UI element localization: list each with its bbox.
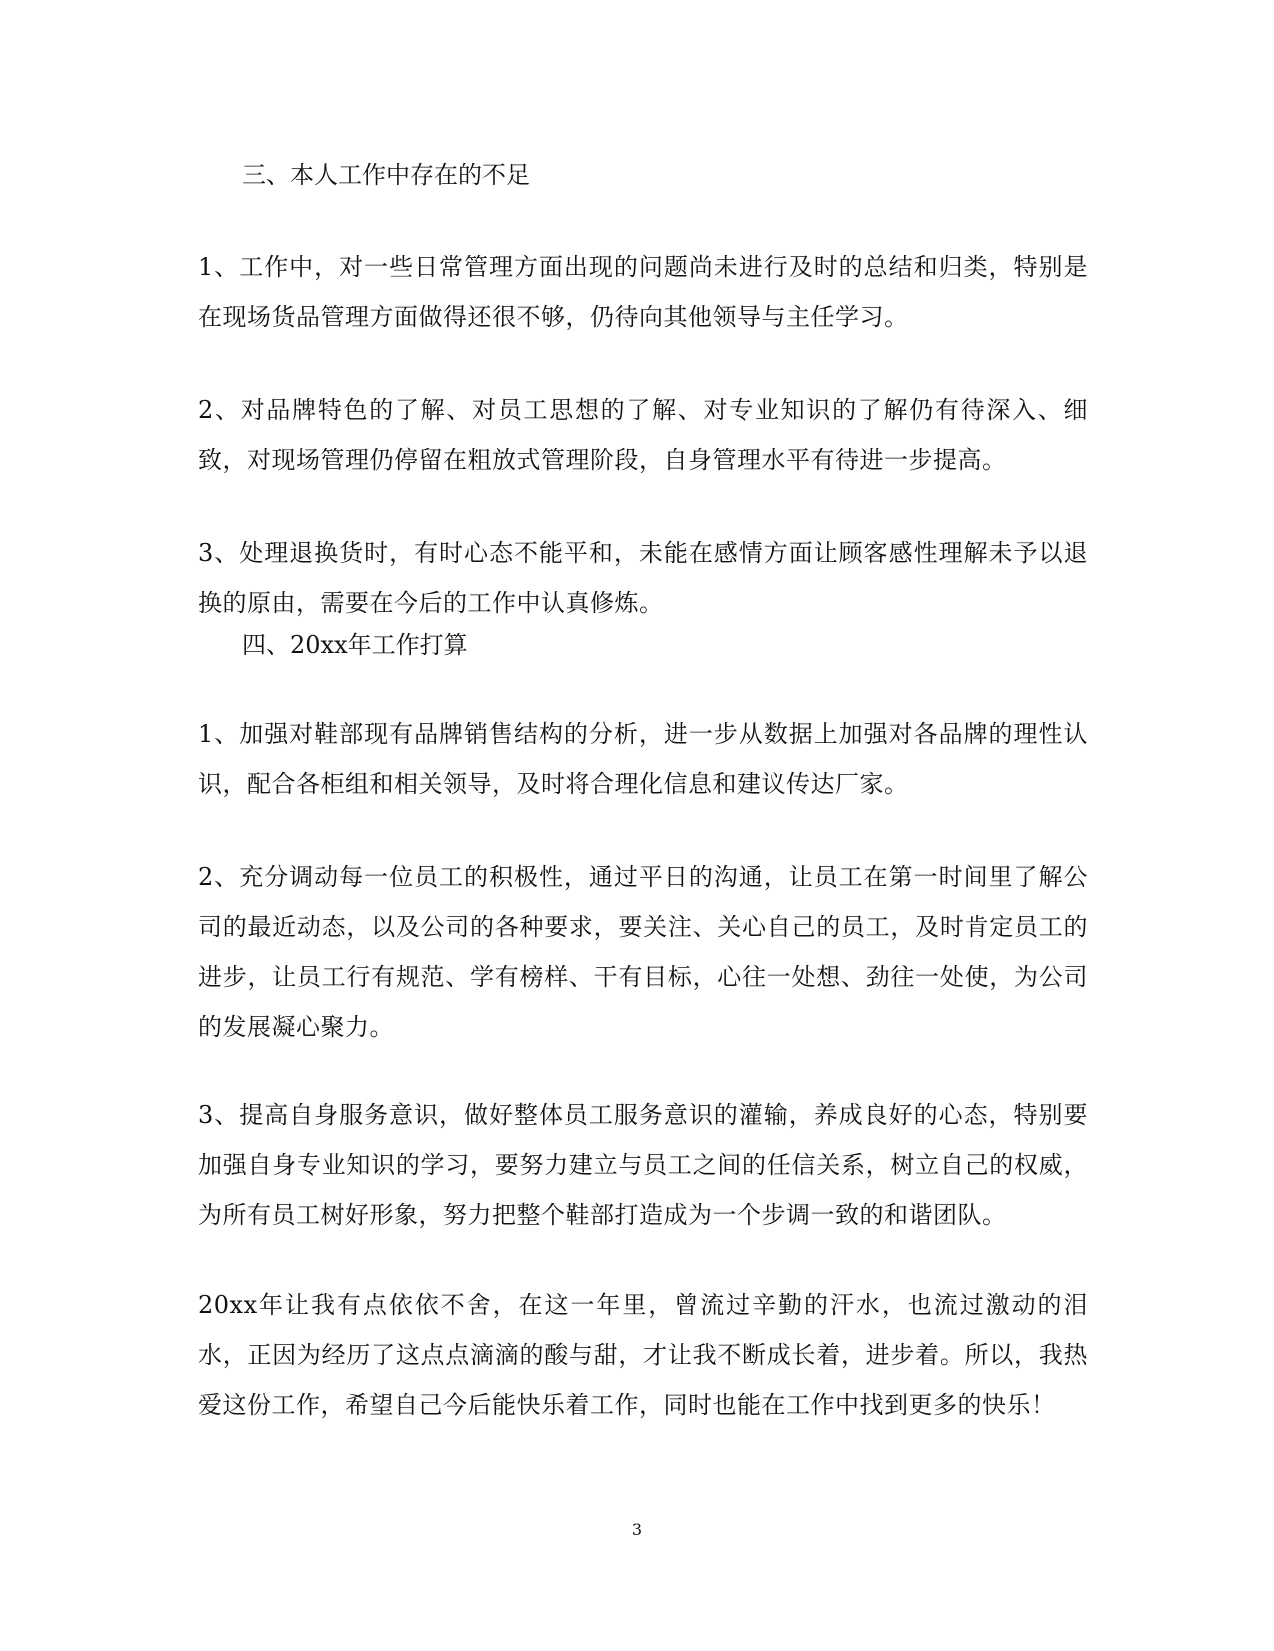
paragraph-plan-3: 3、提高自身服务意识，做好整体员工服务意识的灌输，养成良好的心态，特别要加强自身专业知识的学习，要努力建立与员工之间的任信关系，树立自己的权威，为所有员工树好形象，努力把整个鞋部打造成为一个步调一致的和谐团队。 <box>198 1101 1088 1229</box>
paragraph-shortcoming-2: 2、对品牌特色的了解、对员工思想的了解、对专业知识的了解仍有待深入、细致，对现场管理仍停留在粗放式管理阶段，自身管理水平有待进一步提高。 <box>198 396 1088 474</box>
section-heading-shortcomings: 三、本人工作中存在的不足 <box>242 161 530 189</box>
paragraph-shortcoming-3: 3、处理退换货时，有时心态不能平和，未能在感情方面让顾客感性理解未予以退换的原由，需要在今后的工作中认真修炼。 <box>198 539 1088 617</box>
paragraph-shortcoming-1: 1、工作中，对一些日常管理方面出现的问题尚未进行及时的总结和归类，特别是在现场货品管理方面做得还很不够，仍待向其他领导与主任学习。 <box>198 253 1088 331</box>
section-heading-plans: 四、20xx年工作打算 <box>242 631 468 659</box>
paragraph-plan-1: 1、加强对鞋部现有品牌销售结构的分析，进一步从数据上加强对各品牌的理性认识，配合各柜组和相关领导，及时将合理化信息和建议传达厂家。 <box>198 720 1088 798</box>
paragraph-plan-2: 2、充分调动每一位员工的积极性，通过平日的沟通，让员工在第一时间里了解公司的最近动态，以及公司的各种要求，要关注、关心自己的员工，及时肯定员工的进步，让员工行有规范、学有榜样、干有目标，心往一处想、劲往一处使，为公司的发展凝心聚力。 <box>198 863 1088 1041</box>
paragraph-closing: 20xx年让我有点依依不舍，在这一年里，曾流过辛勤的汗水，也流过激动的泪水，正因为经历了这点点滴滴的酸与甜，才让我不断成长着，进步着。所以，我热爱这份工作，希望自己今后能快乐着工作，同时也能在工作中找到更多的快乐！ <box>198 1291 1088 1419</box>
page-number: 3 <box>631 1520 643 1539</box>
